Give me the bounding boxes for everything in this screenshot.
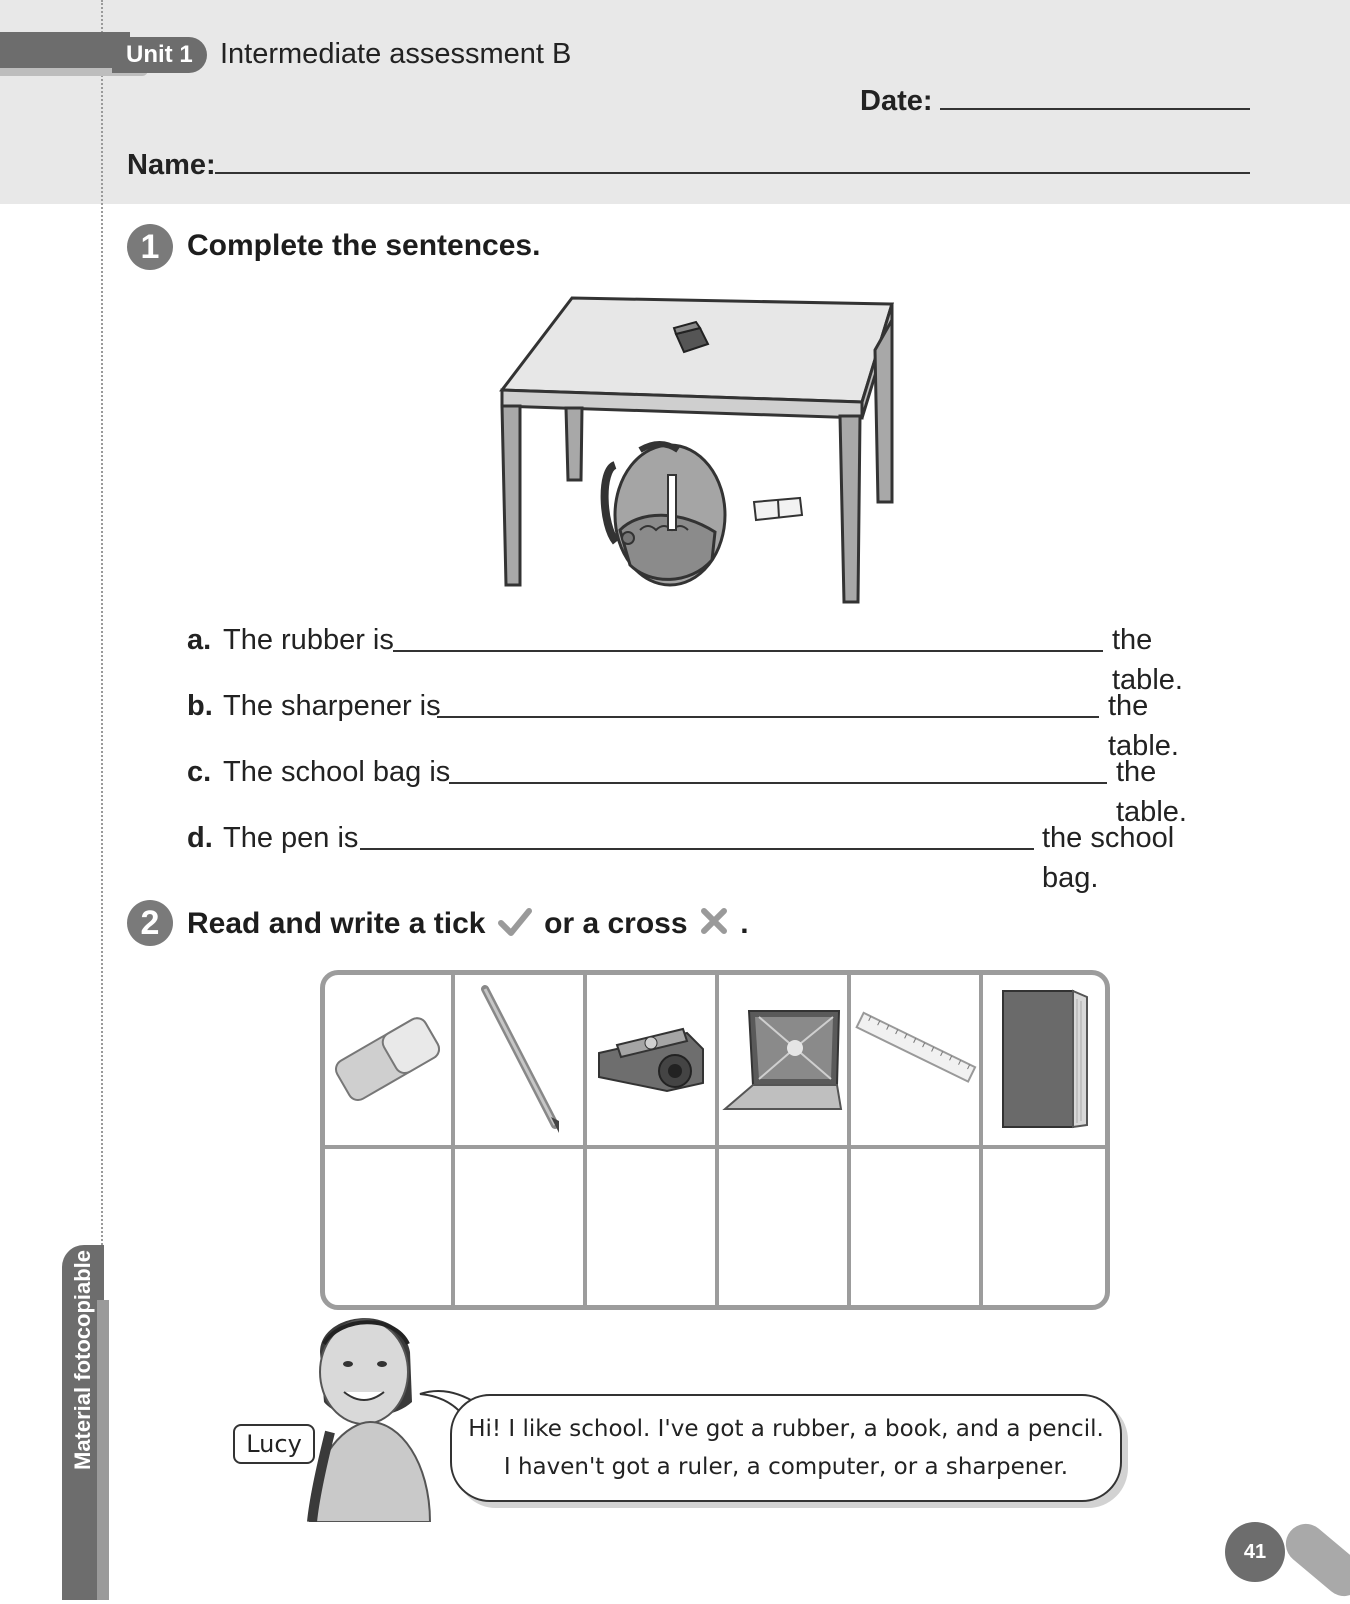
answer-blank-c[interactable] [449,782,1107,784]
sentence-letter: b. [187,690,213,722]
rubber-icon [325,975,451,1145]
page-number: 41 [1243,1541,1267,1563]
school-bag-icon [605,444,725,585]
tick-cross-grid [320,970,1110,1310]
picture-cell-ruler [851,975,979,1145]
picture-cell-sharpener [587,975,715,1145]
unit-badge: Unit 1 [112,37,207,73]
date-field[interactable] [940,108,1250,110]
page-corner-stripe [1278,1516,1350,1604]
answer-cell-pencil[interactable] [455,1149,583,1305]
answer-blank-d[interactable] [360,848,1034,850]
exercise-2-title-part1: Read and write a tick [187,907,486,940]
speech-line-2: I haven't got a ruler, a computer, or a sharpener. [503,1454,1069,1480]
sentence-tail: the school bag. [1042,822,1175,894]
sentence-d [187,818,1227,894]
laptop-icon [719,975,847,1145]
picture-cell-book [983,975,1105,1145]
pencil-icon [455,975,583,1145]
ruler-icon [851,975,979,1145]
speech-bubble [450,1394,1122,1502]
picture-cell-rubber [325,975,451,1145]
table-scene-illustration [490,290,920,610]
sharpener-icon [587,975,715,1145]
page-title: Intermediate assessment B [220,38,572,70]
check-icon [498,907,532,948]
photocopiable-label: Material fotocopiable [70,1249,95,1470]
date-label: Date: [860,85,933,117]
sentence-letter: d. [187,822,213,854]
picture-cell-pencil [455,975,583,1145]
exercise-1-title: Complete the sentences. [187,229,541,262]
answer-cell-ruler[interactable] [851,1149,979,1305]
exercise-2-title-end: . [740,907,749,940]
photocopiable-tab-edge [97,1300,109,1600]
sentence-lead: The school bag is [223,756,451,788]
exercise-2-number: 2 [127,900,173,946]
rubber-on-floor-icon [754,498,802,520]
name-label: Name: [127,149,216,181]
answer-cell-sharpener[interactable] [587,1149,715,1305]
sentence-b [187,686,1227,762]
answer-cell-rubber[interactable] [325,1149,451,1305]
speech-line-1: Hi! I like school. I've got a rubber, a book, and a pencil. [468,1416,1104,1442]
sentence-a [187,620,1227,696]
answer-cell-book[interactable] [983,1149,1105,1305]
sentence-tail: the table. [1112,624,1183,696]
sentence-letter: a. [187,624,212,656]
sentence-letter: c. [187,756,212,788]
answer-blank-a[interactable] [393,650,1103,652]
name-field[interactable] [215,172,1250,174]
sentence-c [187,752,1227,828]
unit-tab-bar [0,32,130,68]
sentence-lead: The pen is [223,822,359,854]
sentence-lead: The sharpener is [223,690,441,722]
cross-icon [700,906,728,946]
sentence-tail: the table. [1116,756,1187,828]
exercise-1-number: 1 [127,224,173,270]
book-icon [983,975,1105,1145]
answer-cell-laptop[interactable] [719,1149,847,1305]
answer-blank-b[interactable] [437,716,1099,718]
exercise-2-title-part2: or a cross [544,907,688,940]
sentence-lead: The rubber is [223,624,394,656]
exercise-2-title [187,904,749,948]
sentence-tail: the table. [1108,690,1179,762]
character-name-tag: Lucy [233,1424,315,1464]
picture-cell-laptop [719,975,847,1145]
